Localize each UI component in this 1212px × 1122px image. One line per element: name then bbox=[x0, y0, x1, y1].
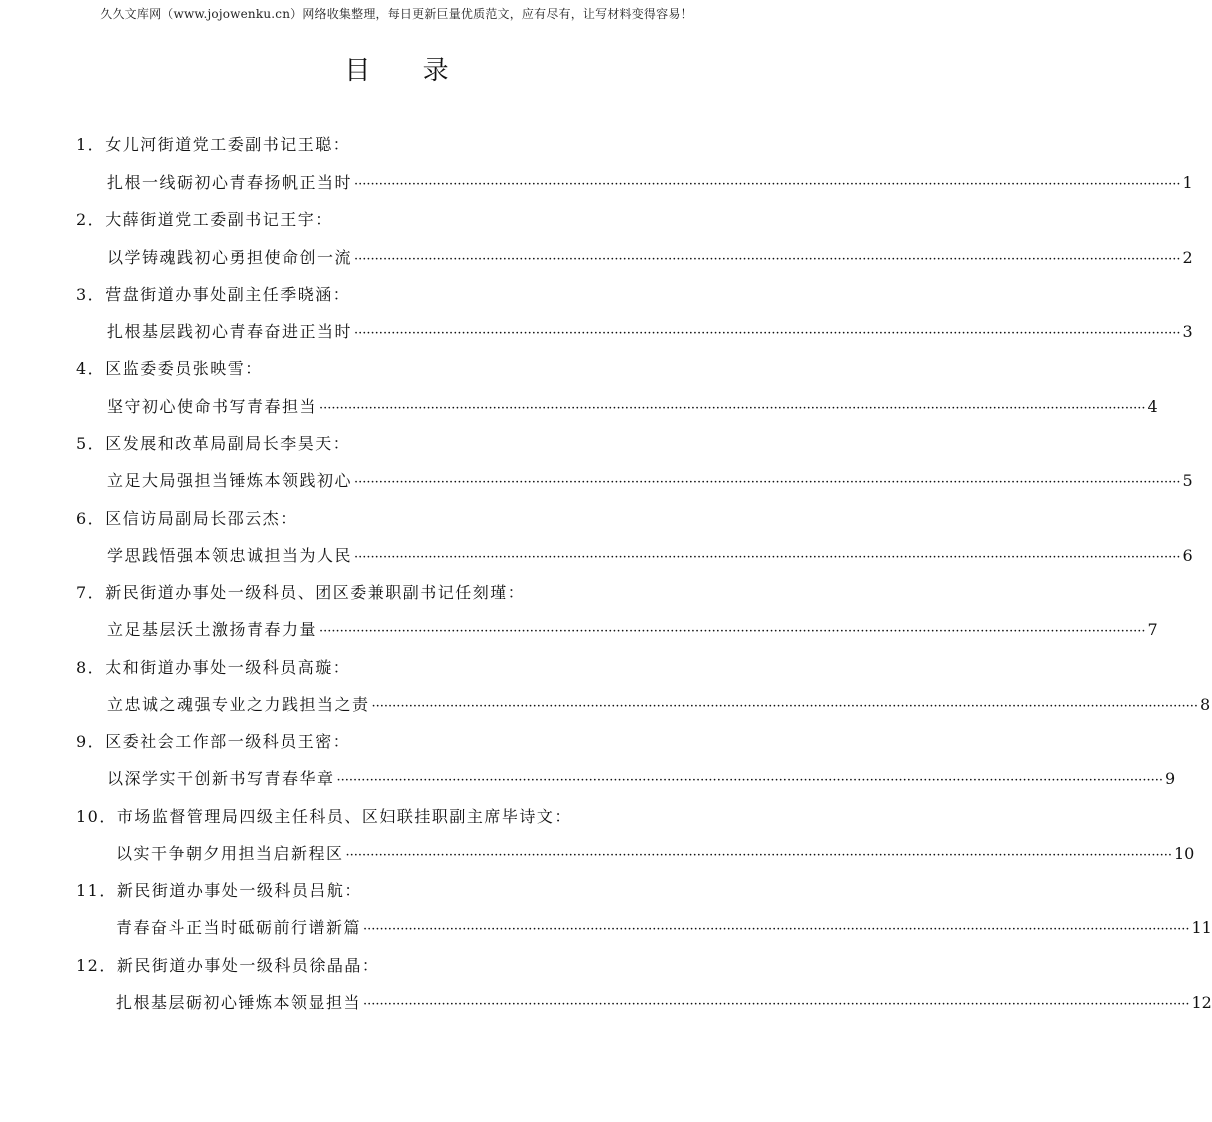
toc-entry-link[interactable] bbox=[116, 843, 1195, 867]
toc-entry-subtitle: 以学铸魂践初心勇担使命创一流 bbox=[107, 248, 353, 267]
toc-page-number: 9 bbox=[1164, 769, 1176, 788]
toc-page-number: 5 bbox=[1182, 471, 1193, 490]
toc-page-number: 10 bbox=[1173, 844, 1195, 863]
toc-entry-title: 市场监督管理局四级主任科员、区妇联挂职副主席毕诗文： bbox=[116, 807, 572, 826]
toc-entry-heading bbox=[76, 582, 525, 604]
toc-entry-link[interactable] bbox=[107, 619, 1158, 643]
dot-leader: ········································································································································································································ bbox=[319, 624, 1146, 639]
toc-entry-subtitle: 扎根一线砺初心青春扬帆正当时 bbox=[107, 173, 353, 192]
toc-entry-subtitle: 扎根基层砺初心锤炼本领显担当 bbox=[116, 993, 362, 1012]
toc-entry-subtitle: 以深学实干创新书写青春华章 bbox=[107, 769, 335, 788]
toc-entry-heading bbox=[76, 134, 350, 156]
toc-entry-number: 6． bbox=[76, 509, 106, 528]
toc-entry-title: 营盘街道办事处副主任季晓涵： bbox=[105, 285, 351, 304]
dot-leader: ········································································································································································································ bbox=[371, 699, 1198, 714]
dot-leader: ········································································································································································································ bbox=[345, 848, 1172, 863]
toc-entry-link[interactable] bbox=[107, 768, 1176, 792]
toc-entry-number: 2． bbox=[76, 210, 106, 229]
dot-leader: ········································································································································································································ bbox=[354, 326, 1181, 341]
toc-entry-title: 新民街道办事处一级科员徐晶晶： bbox=[116, 956, 380, 975]
toc-entry-subtitle: 立足基层沃土激扬青春力量 bbox=[107, 620, 318, 639]
toc-entry-subtitle: 扎根基层践初心青春奋进正当时 bbox=[107, 322, 353, 341]
toc-page-number: 8 bbox=[1199, 695, 1211, 714]
toc-entry-number: 10． bbox=[76, 807, 117, 826]
toc-entry-subtitle: 坚守初心使命书写青春担当 bbox=[107, 397, 318, 416]
toc-entry-subtitle: 以实干争朝夕用担当启新程区 bbox=[116, 844, 344, 863]
toc-entry-link[interactable] bbox=[107, 545, 1193, 569]
toc-page-number: 4 bbox=[1147, 397, 1158, 416]
toc-entry-title: 女儿河街道党工委副书记王聪： bbox=[105, 135, 351, 154]
toc-entry-title: 区信访局副局长邵云杰： bbox=[105, 509, 298, 528]
toc-entry-title: 新民街道办事处一级科员、团区委兼职副书记任刻瑾： bbox=[105, 583, 526, 602]
toc-entry-number: 8． bbox=[76, 658, 106, 677]
toc-page-number: 3 bbox=[1182, 322, 1193, 341]
toc-entry-heading bbox=[76, 209, 333, 231]
toc-entry-heading bbox=[76, 657, 350, 679]
toc-entry-title: 太和街道办事处一级科员高璇： bbox=[105, 658, 351, 677]
toc-entry-link[interactable] bbox=[116, 917, 1212, 941]
toc-entry-heading bbox=[76, 433, 350, 455]
toc-entry-number: 7． bbox=[76, 583, 106, 602]
toc-entry-title: 区监委委员张映雪： bbox=[105, 359, 263, 378]
dot-leader: ········································································································································································································ bbox=[354, 252, 1181, 267]
toc-entry-heading bbox=[76, 955, 379, 977]
toc-entry-subtitle: 立忠诚之魂强专业之力践担当之责 bbox=[107, 695, 370, 714]
toc-entry-heading bbox=[76, 731, 350, 753]
dot-leader: ········································································································································································································ bbox=[336, 773, 1163, 788]
toc-entry-heading bbox=[76, 358, 263, 380]
toc-entry-number: 5． bbox=[76, 434, 106, 453]
toc-entry-number: 9． bbox=[76, 732, 106, 751]
dot-leader: ········································································································································································································ bbox=[319, 401, 1146, 416]
toc-entry-link[interactable] bbox=[107, 247, 1193, 271]
dot-leader: ········································································································································································································ bbox=[363, 922, 1190, 937]
toc-entry-heading bbox=[76, 284, 350, 306]
toc-entry-link[interactable] bbox=[107, 694, 1211, 718]
toc-entry-link[interactable] bbox=[107, 321, 1193, 345]
toc-entry-number: 3． bbox=[76, 285, 106, 304]
toc-entry-title: 大薛街道党工委副书记王宇： bbox=[105, 210, 333, 229]
dot-leader: ········································································································································································································ bbox=[354, 550, 1181, 565]
dot-leader: ········································································································································································································ bbox=[354, 475, 1181, 490]
toc-entry-heading bbox=[76, 806, 572, 828]
toc-page-number: 7 bbox=[1147, 620, 1158, 639]
toc-entry-subtitle: 青春奋斗正当时砥砺前行谱新篇 bbox=[116, 918, 362, 937]
toc-page-number: 2 bbox=[1182, 248, 1193, 267]
toc-entry-link[interactable] bbox=[107, 396, 1158, 420]
toc-entry-subtitle: 立足大局强担当锤炼本领践初心 bbox=[107, 471, 353, 490]
page-title: 目 录 bbox=[344, 56, 471, 86]
toc-entry-heading bbox=[76, 880, 362, 902]
toc-entry-heading bbox=[76, 508, 298, 530]
dot-leader: ········································································································································································································ bbox=[363, 997, 1190, 1012]
source-banner: 久久文库网（www.jojowenku.cn）网络收集整理，每日更新巨量优质范文，应有尽有，让写材料变得容易！ bbox=[100, 7, 693, 21]
toc-page-number: 12 bbox=[1191, 993, 1212, 1012]
toc-entry-link[interactable] bbox=[116, 992, 1212, 1016]
toc-entry-title: 区发展和改革局副局长李昊天： bbox=[105, 434, 351, 453]
toc-entry-number: 1． bbox=[76, 135, 106, 154]
toc-entry-link[interactable] bbox=[107, 172, 1193, 196]
toc-page-number: 1 bbox=[1182, 173, 1193, 192]
toc-entry-number: 11． bbox=[76, 881, 117, 900]
toc-entry-title: 区委社会工作部一级科员王密： bbox=[105, 732, 351, 751]
toc-entry-link[interactable] bbox=[107, 470, 1193, 494]
dot-leader: ········································································································································································································ bbox=[354, 177, 1181, 192]
toc-entry-number: 12． bbox=[76, 956, 117, 975]
toc-page-number: 11 bbox=[1191, 918, 1212, 937]
toc-page-number: 6 bbox=[1182, 546, 1193, 565]
toc-entry-number: 4． bbox=[76, 359, 106, 378]
toc-entry-subtitle: 学思践悟强本领忠诚担当为人民 bbox=[107, 546, 353, 565]
toc-entry-title: 新民街道办事处一级科员吕航： bbox=[116, 881, 362, 900]
